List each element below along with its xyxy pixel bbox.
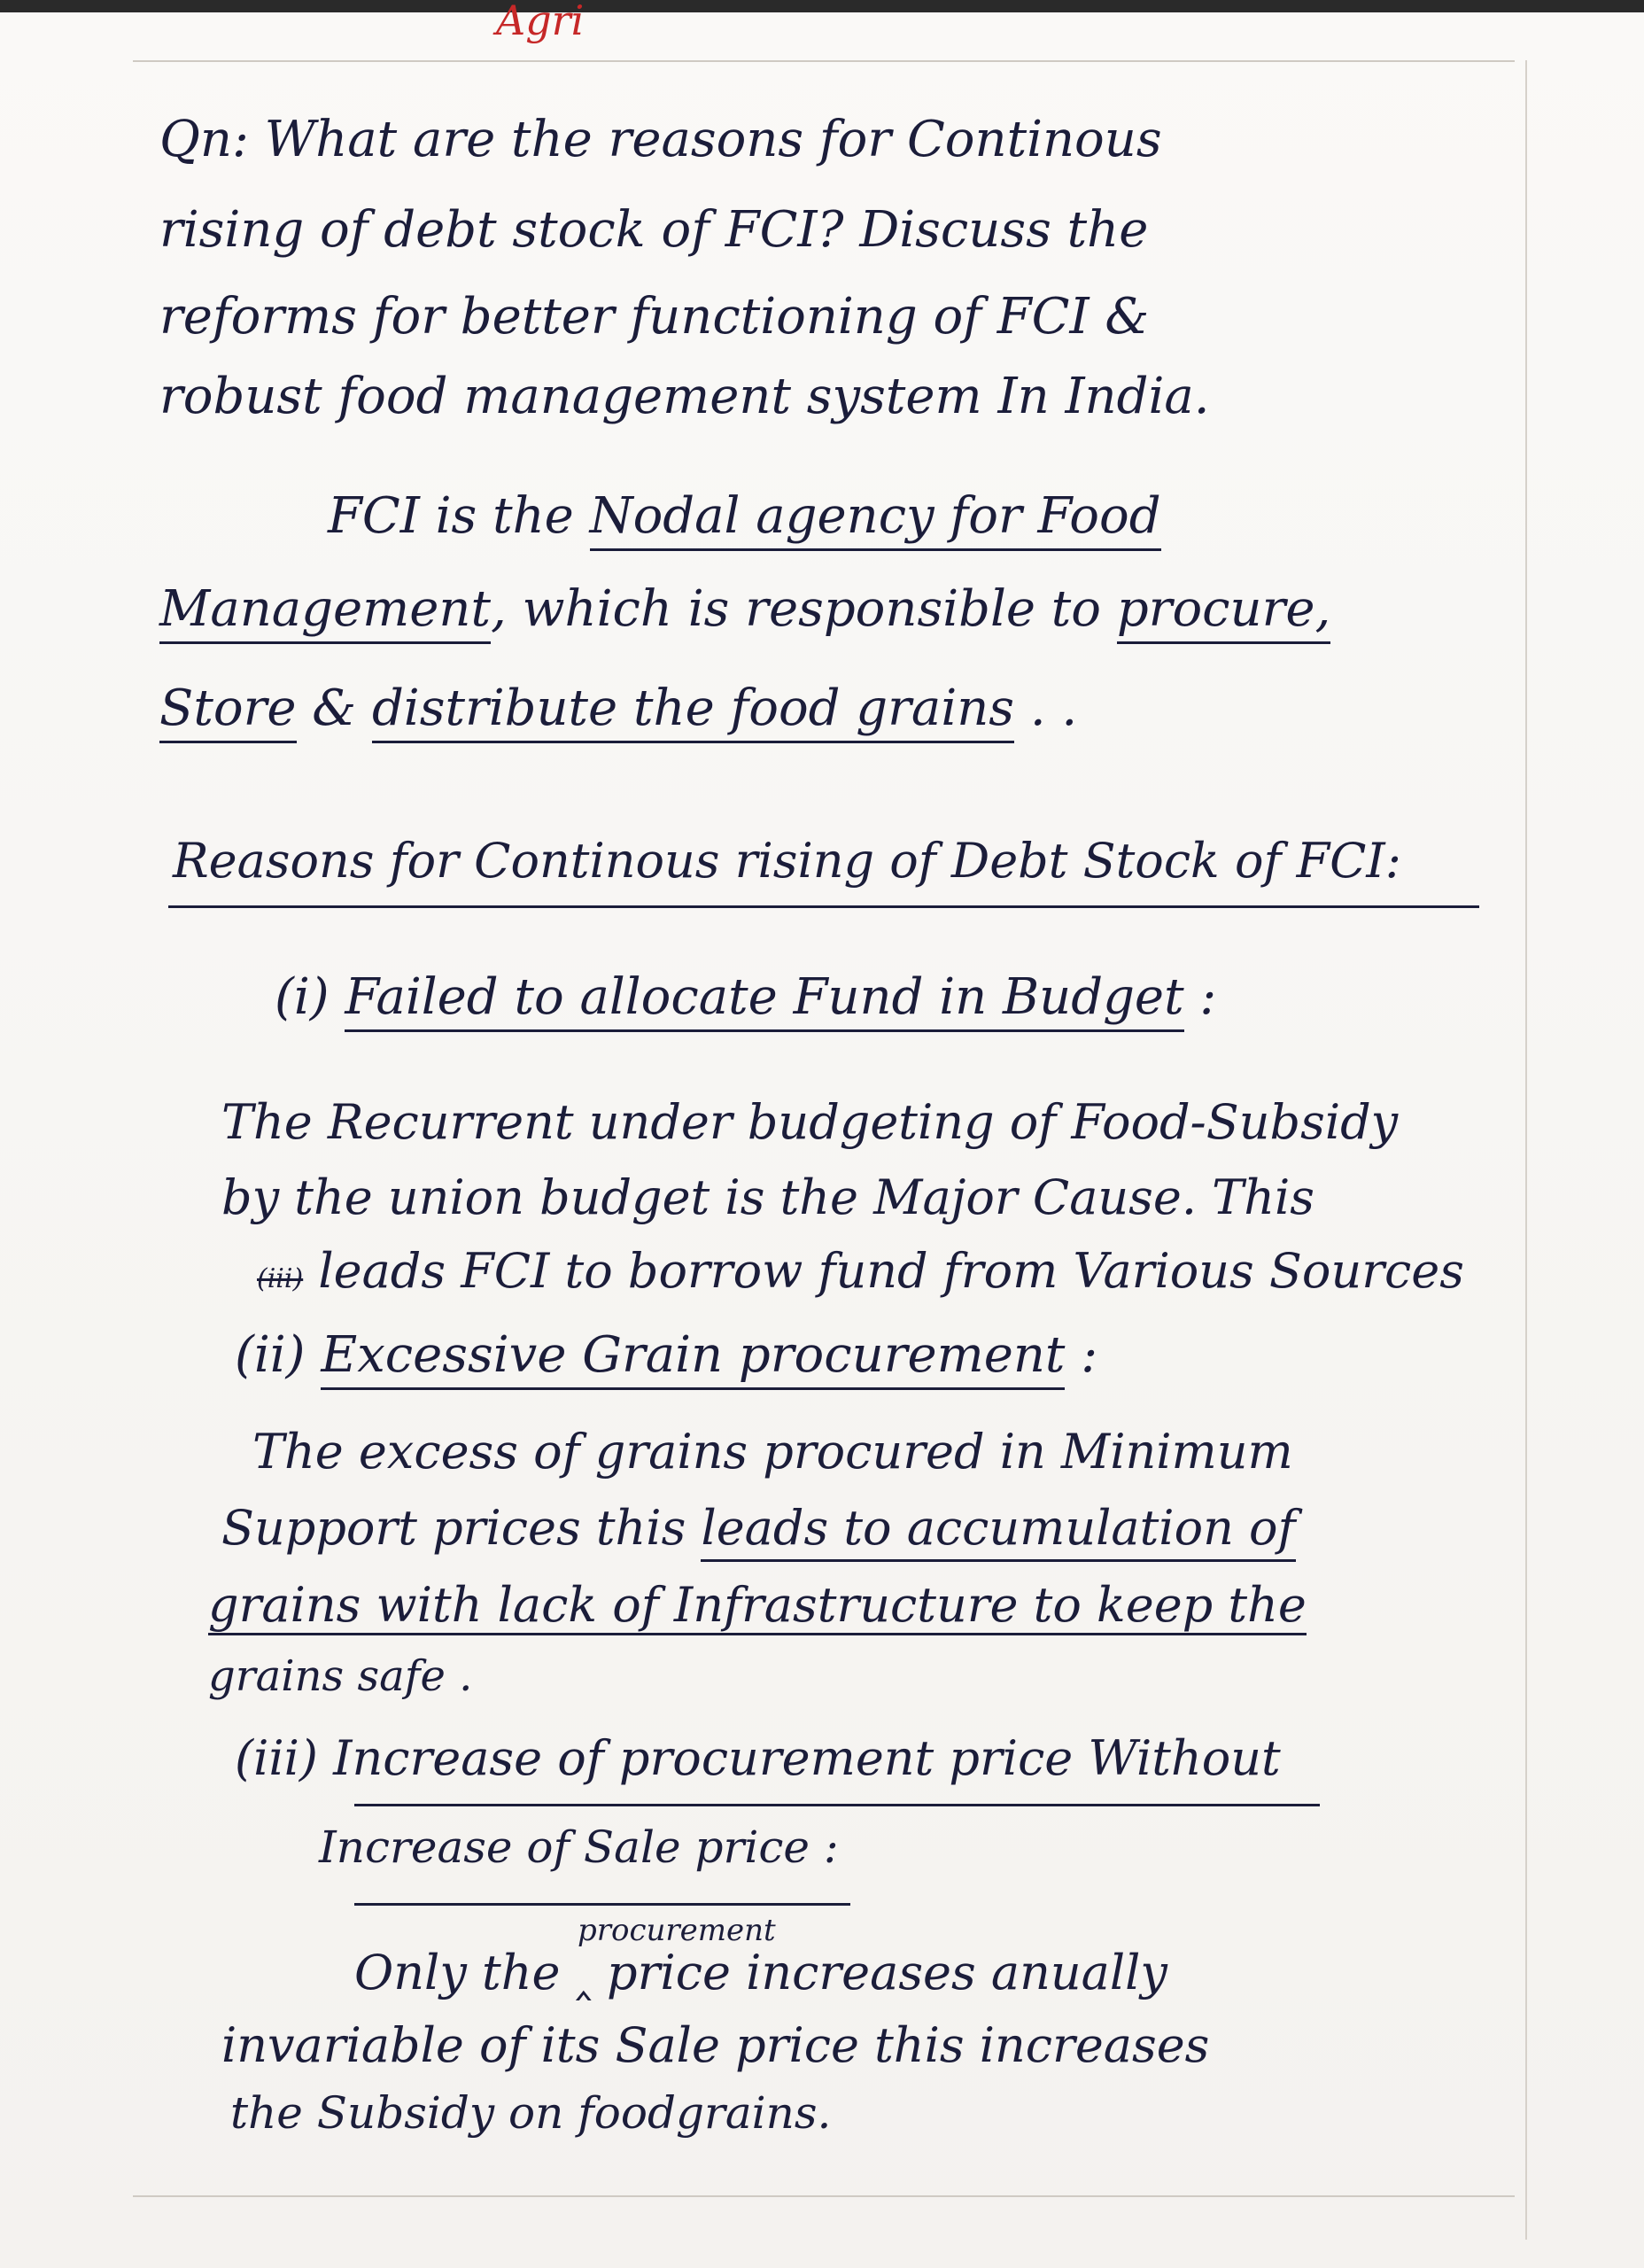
reason2-body-4: grains safe . (208, 1651, 473, 1701)
intro-highlight: Store (159, 680, 297, 743)
reason2-colon: : (1065, 1326, 1098, 1384)
reason3-body-3: the Subsidy on foodgrains. (230, 2087, 832, 2139)
reason2-body-3: grains with lack of Infrastructure to keep the (208, 1581, 1307, 1635)
reason3-heading-underline (354, 1804, 1320, 1806)
top-rule (133, 60, 1515, 62)
reason1-title: Failed to allocate Fund in Budget (345, 968, 1183, 1032)
reason3-body-2: invariable of its Sale price this increases (221, 2017, 1210, 2073)
reason3-body-1: Only the ‸ price increases anually (354, 1945, 1167, 2000)
intro-line-1 (328, 487, 1161, 545)
reason1-heading (275, 968, 1217, 1026)
question-line-4: robust food management system In India. (159, 368, 1210, 425)
question-line-2: rising of debt stock of FCI? Discuss the (159, 201, 1149, 259)
reason2-body-2 (221, 1500, 1296, 1556)
page-top-edge (0, 0, 1644, 12)
reason1-body-2: by the union budget is the Major Cause. This (221, 1169, 1314, 1225)
reason1-number: (i) (275, 968, 345, 1026)
reason3-heading-1: (iii) Increase of procurement price Without (235, 1730, 1281, 1786)
reason3-heading2-underline (354, 1903, 850, 1906)
reason1-body-3 (257, 1243, 1464, 1299)
reason2-text: Support prices this (221, 1500, 702, 1556)
reasons-heading: Reasons for Continous rising of Debt Stock of FCI: (173, 833, 1401, 889)
reason2-title: Excessive Grain procurement (321, 1326, 1065, 1390)
intro-line-2 (159, 580, 1331, 638)
intro-text: , which is responsible to (490, 580, 1117, 638)
reason2-highlight: leads to accumulation of (701, 1500, 1295, 1562)
intro-text: & (296, 680, 372, 737)
intro-highlight: procure, (1117, 580, 1330, 644)
reason1-body-1: The Recurrent under budgeting of Food-Subsidy (221, 1094, 1399, 1150)
reason2-number: (ii) (235, 1326, 322, 1384)
insertion-note: procurement (578, 1913, 776, 1948)
reason3-heading-2: Increase of Sale price : (319, 1821, 839, 1873)
intro-highlight: distribute the food grains (372, 680, 1014, 743)
struck-mark: (iii) (257, 1263, 304, 1294)
intro-highlight: Management (159, 580, 491, 644)
intro-highlight: Nodal agency for Food (590, 487, 1161, 551)
bottom-rule (133, 2195, 1515, 2197)
intro-line-3 (159, 680, 1078, 737)
intro-text: . . (1014, 680, 1078, 737)
reason2-heading (235, 1326, 1098, 1384)
top-scribble: Agri (496, 0, 585, 44)
reason1-body-3-text: leads FCI to borrow fund from Various Sources (303, 1243, 1464, 1299)
reason2-body-1: The excess of grains procured in Minimum (252, 1424, 1293, 1480)
question-line-3: reforms for better functioning of FCI & (159, 288, 1150, 346)
intro-text: FCI is the (328, 487, 590, 545)
reasons-heading-underline (168, 905, 1479, 908)
reason1-colon: : (1183, 968, 1217, 1026)
margin-rule (1525, 60, 1527, 2240)
question-line-1: Qn: What are the reasons for Continous (159, 111, 1162, 168)
